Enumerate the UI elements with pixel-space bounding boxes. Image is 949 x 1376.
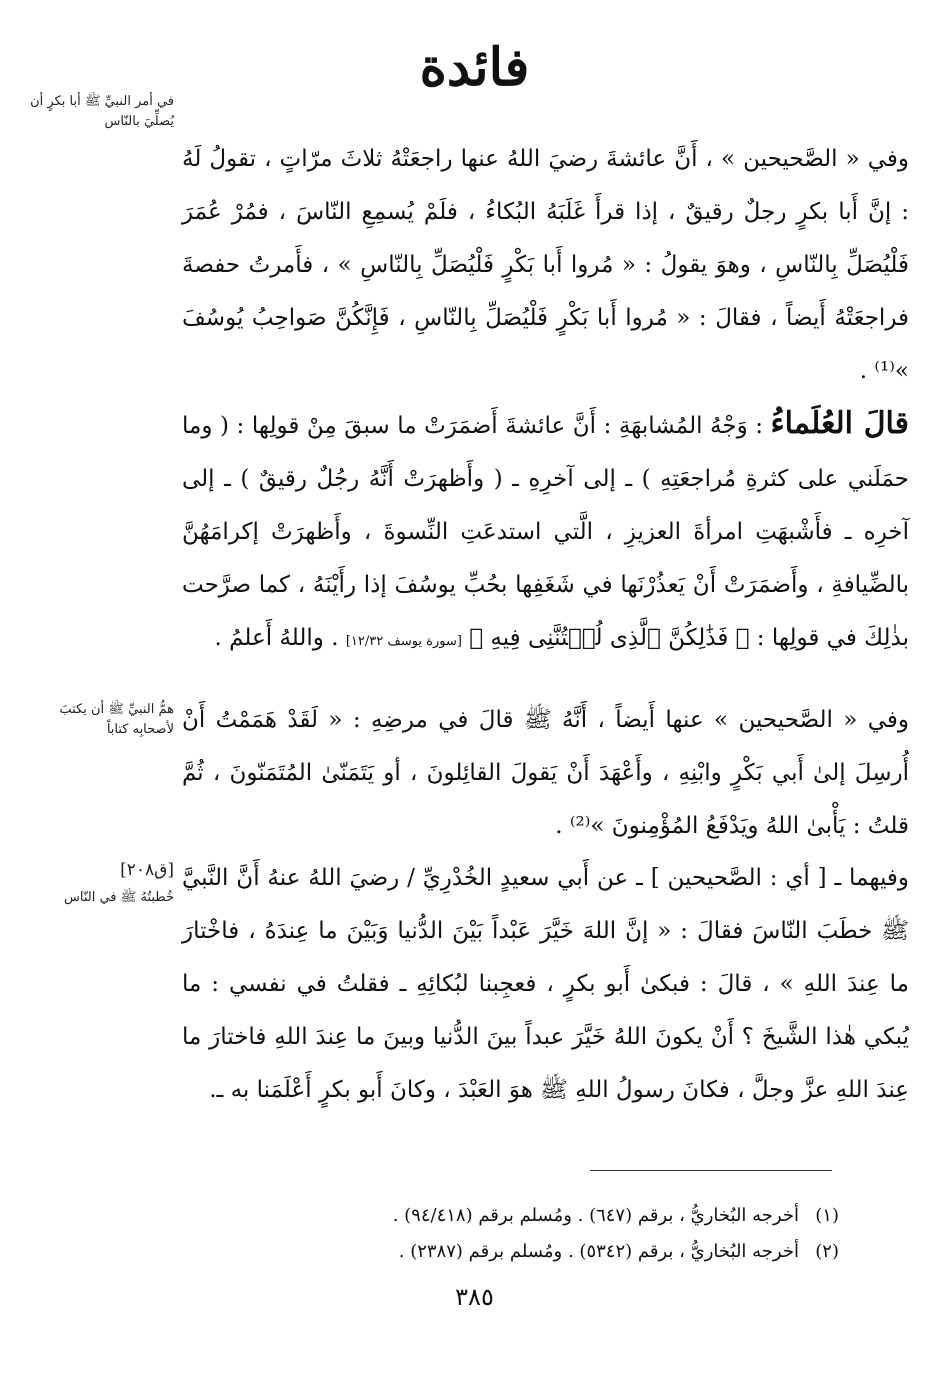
scholars-heading: قالَ العُلَماءُ [770,406,909,441]
footnote-number: (١) [815,1205,839,1226]
footnote-text: أخرجه البُخاريُّ ، برقم (٥٣٤٢) . ومُسلم برقم (٢٣٨٧) . [398,1241,799,1262]
quran-reference: [سورة يوسف ١٢/٣٢] [345,634,462,649]
margin-note-writing-intent: همُّ النبيِّ ﷺ أن يكتبَ لأصحابِه كتاباً [59,702,174,737]
paragraph-scholars-explanation [182,397,909,668]
paragraph-text: : وَجْهُ المُشابهَةِ : أَنَّ عائشةَ أَضمَرَتْ ما سبقَ مِنْ قولِها : ( وما حمَلَني على كثرةِ مُراجعَتِهِ ) ـ إلى آخرِهِ ـ ( وأَظهرَتْ أَنَّهُ رجُلٌ رقيقٌ ) ـ إلى آخرِه ـ فأَشْبهَتِ امرأةَ العزيزِ ، الَّتي استدعَتِ النِّسوةَ ، وأَظهرَتْ إكرامَهُنَّ بالضِّيافةِ ، وأَضمَرَتْ أَنْ يَعذُرْنَها في شَغَفِها بحُبِّ يوسُفَ إذا رأَيْنَهُ ، كما صرَّحت بذٰلِكَ في قولِها : [182,413,909,651]
paragraph-illness-hadith: وفي « الصَّحيحين » عنها أَيضاً ، أَنَّهُ ﷺ قالَ في مرضِهِ : « لَقَدْ هَمَمْتُ أَنْ أُرسِلَ إلىٰ أَبي بَكْرٍ وابْنِهِ ، وأَعْهَدَ أَنْ يَقولَ القائِلونَ ، أو يَتَمَنّىٰ المُتَمَنّونَ ، ثُمَّ قلتُ : يَأْبىٰ اللهُ ويَدْفَعُ المُؤْمِنونَ »⁽²⁾ . [182,707,909,839]
margin-manuscript-ref: [ق٢٠٨] [120,860,174,880]
paragraph-sermon-hadith: وفيهما ـ [ أي : الصَّحيحين ] ـ عن أَبي سعيدٍ الخُدْرِيِّ / رضيَ اللهُ عنهُ أَنَّ النَّبيَّ ﷺ خطَبَ النّاسَ فقالَ : « إنَّ اللهَ خَيَّرَ عَبْداً بَيْنَ الدُّنيا وَبَيْنَ ما عِندَهُ ، فاخْتارَ ما عِندَ اللهِ » ، قالَ : فبكىٰ أَبو بكرٍ ، فعجِبنا لبُكائِهِ ـ فقلتُ في نفسي : ما يُبكي هٰذا الشَّيخَ ؟ أَنْ يكونَ اللهُ خَيَّرَ عبداً بينَ الدُّنيا وبينَ ما عِندَ اللهِ فاختارَ ما عِندَ اللهِ عزَّ وجلَّ ، فكانَ رسولُ اللهِ ﷺ هوَ العَبْدَ ، وكانَ أَبو بكرٍ أَعْلَمَنا به ـ. [182,865,909,1103]
quran-verse: ﴿ فَذَٰلِكُنَّ ٱلَّذِى لُمۡتُنَّنِى فِيهِ ﴾ [469,625,750,651]
footnote-number: (٢) [815,1241,839,1262]
page-title: فائدة [419,37,530,98]
margin-note-abu-bakr-prayer: في أمر النبيِّ ﷺ أبا بكرٍ أن يُصلِّيَ بالنّاس [30,94,174,129]
page-number: ٣٨٥ [455,1283,494,1311]
paragraph-end: . واللهُ أَعلمُ . [214,625,346,651]
footnote [182,1198,839,1234]
margin-note-sermon: خُطبتُهُ ﷺ في النّاس [64,890,174,905]
footnote-separator [590,1170,832,1171]
footnote-text: أخرجه البُخاريُّ ، برقم (٦٤٧) . ومُسلم برقم (٩٤/٤١٨) . [392,1205,799,1226]
paragraph-aisha-hadith: وفي « الصَّحيحين » ، أَنَّ عائشةَ رضيَ اللهُ عنها راجعَتْهُ ثلاثَ مرّاتٍ ، تقولُ لَهُ : إنَّ أَبا بكرٍ رجلٌ رقيقٌ ، إذا قرأَ غَلَبَهُ البُكاءُ ، فلَمْ يُسمِعِ النّاسَ ، فمُرْ عُمَرَ فَلْيُصَلِّ بِالنّاسِ ، وهوَ يقولُ : « مُروا أَبا بَكْرٍ فَلْيُصَلِّ بِالنّاسِ » ، فأَمرتُ حفصةَ فراجعَتْهُ أَيضاً ، فقالَ : « مُروا أَبا بَكْرٍ فَلْيُصَلِّ بِالنّاسِ ، فَإِنَّكُنَّ صَواحِبُ يُوسُفَ »⁽¹⁾ . [182,146,909,384]
footnote [182,1234,839,1270]
footnotes [182,1198,839,1270]
